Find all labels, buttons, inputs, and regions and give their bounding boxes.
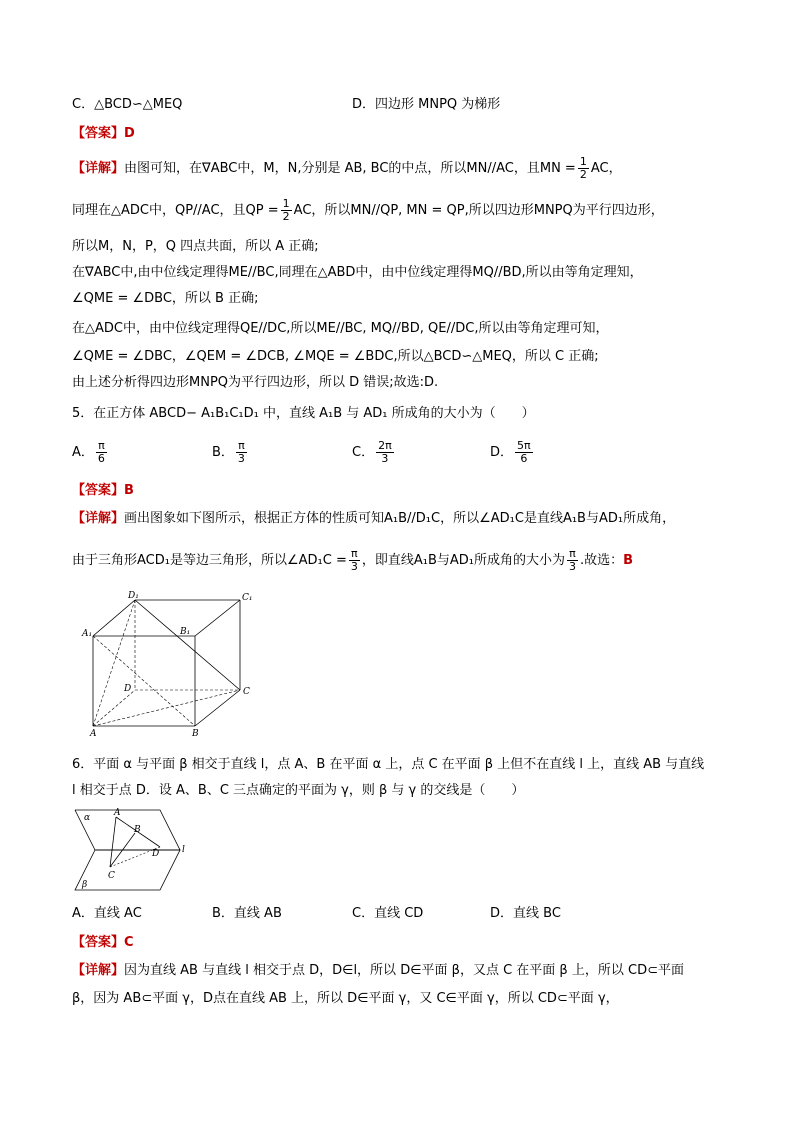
label-c: C: [108, 871, 115, 881]
label-a: A: [114, 808, 121, 818]
q6-option-c: C．直线 CD: [352, 906, 424, 921]
cube-figure: [80, 588, 260, 738]
q6-option-a: A．直线 AC: [72, 906, 142, 921]
plane-alpha: [75, 810, 180, 850]
q5-option-d: D． $\frac{5\pi}{6}$: [490, 439, 531, 465]
label-d: D: [152, 849, 160, 859]
q4-detail-line-6: 在△ADC中，由中位线定理得QE//DC,所以ME//BC, MQ//BD, QE//DC,所以由等角定理可知，: [72, 321, 609, 336]
q5-stem: 5．在正方体 ABCD− A₁B₁C₁D₁ 中，直线 A₁B 与 AD₁ 所成角的大小为（ ）: [72, 406, 535, 421]
label-b: B: [192, 729, 199, 738]
label-a1: A₁: [82, 629, 93, 639]
label-a: A: [90, 729, 97, 738]
q6-option-b: B．直线 AB: [212, 906, 282, 921]
label-beta: β: [82, 880, 88, 890]
q4-detail-line-3: 所以M，N，P，Q 四点共面，所以 A 正确;: [72, 239, 319, 254]
q4-answer: [72, 125, 135, 143]
label-c: C: [243, 687, 250, 697]
q6-detail-line-1: 【详解】因为直线 AB 与直线 l 相交于点 D，D∈l，所以 D∈平面 β，又点 C 在平面 β 上，所以 CD⊂平面: [72, 963, 684, 978]
plane-beta: [75, 850, 180, 890]
q6-detail-line-2: β，因为 AB⊂平面 γ，D点在直线 AB 上，所以 D∈平面 γ，又 C∈平面 γ，所以 CD⊂平面 γ，: [72, 991, 619, 1006]
q4-detail-line-5: ∠QME = ∠DBC，所以 B 正确;: [72, 291, 259, 306]
fraction: $\frac{1}{2}$: [579, 155, 587, 181]
q4-detail-line-1: 【详解】由图可知，在∇ABC中，M，N,分别是 AB, BC的中点，所以MN//AC，且MN = $\frac{1}{2}$ AC，: [72, 155, 622, 181]
q5-detail-line-1: 【详解】画出图象如下图所示，根据正方体的性质可知A₁B//D₁C，所以∠AD₁C是直线A₁B与AD₁所成角，: [72, 511, 676, 526]
label-c1: C₁: [242, 593, 253, 603]
diag-a-d1: [93, 600, 135, 726]
q6-answer: 【答案】C: [72, 935, 134, 950]
q4-detail-line-4: 在∇ABC中,由中位线定理得ME//BC,同理在△ABD中，由中位线定理得MQ//BD,所以由等角定理知，: [72, 265, 643, 280]
q6-stem-line-1: 6．平面 α 与平面 β 相交于直线 l，点 A、B 在平面 α 上，点 C 在平面 β 上但不在直线 l 上，直线 AB 与直线: [72, 757, 705, 772]
option-d: D．四边形 MNPQ 为梯形: [352, 97, 501, 112]
q6-option-d: D．直线 BC: [490, 906, 561, 921]
option-c: C．△BCD∽△MEQ: [72, 97, 183, 112]
diag-d1-c: [135, 600, 240, 690]
label-b1: B₁: [180, 627, 191, 637]
label-d1: D₁: [128, 591, 139, 601]
label-l: l: [182, 845, 185, 855]
edge-b1-c1: [195, 600, 240, 636]
q5-answer: 【答案】B: [72, 483, 134, 498]
label-b: B: [134, 825, 141, 835]
fraction: $\frac{1}{2}$: [282, 197, 290, 223]
q4-detail-line-8: 由上述分析得四边形MNPQ为平行四边形，所以 D 错误;故选:D.: [72, 375, 439, 390]
q5-option-b: B． $\frac{\pi}{3}$: [212, 439, 245, 465]
q4-detail-line-7: ∠QME = ∠DBC，∠QEM = ∠DCB, ∠MQE = ∠BDC,所以△BCD∽△MEQ，所以 C 正确;: [72, 349, 599, 364]
label-d: D: [124, 684, 132, 694]
q5-detail-line-2: 由于三角形ACD₁是等边三角形，所以∠AD₁C = $\frac{\pi}{3}$ ，即直线A₁B与AD₁所成角的大小为 $\frac{\pi}{3}$ .故选：B: [72, 547, 634, 573]
edge-b-c: [195, 690, 240, 726]
edge-a1-d1: [93, 600, 135, 636]
q4-detail-line-2: 同理在△ADC中，QP//AC，且QP = $\frac{1}{2}$ AC，所以MN//QP, MN = QP,所以四边形MNPQ为平行四边形，: [72, 197, 664, 223]
q5-option-a: A． $\frac{\pi}{6}$: [72, 439, 105, 465]
planes-figure: [70, 805, 195, 900]
detail-label: 【详解】: [72, 161, 125, 176]
q5-option-c: C． $\frac{2\pi}{3}$: [352, 439, 392, 465]
answer-value: D: [124, 126, 135, 141]
label-alpha: α: [84, 813, 91, 823]
answer-label: 【答案】: [72, 126, 125, 141]
q6-stem-line-2: l 相交于点 D．设 A、B、C 三点确定的平面为 γ，则 β 与 γ 的交线是（ ）: [72, 783, 525, 798]
